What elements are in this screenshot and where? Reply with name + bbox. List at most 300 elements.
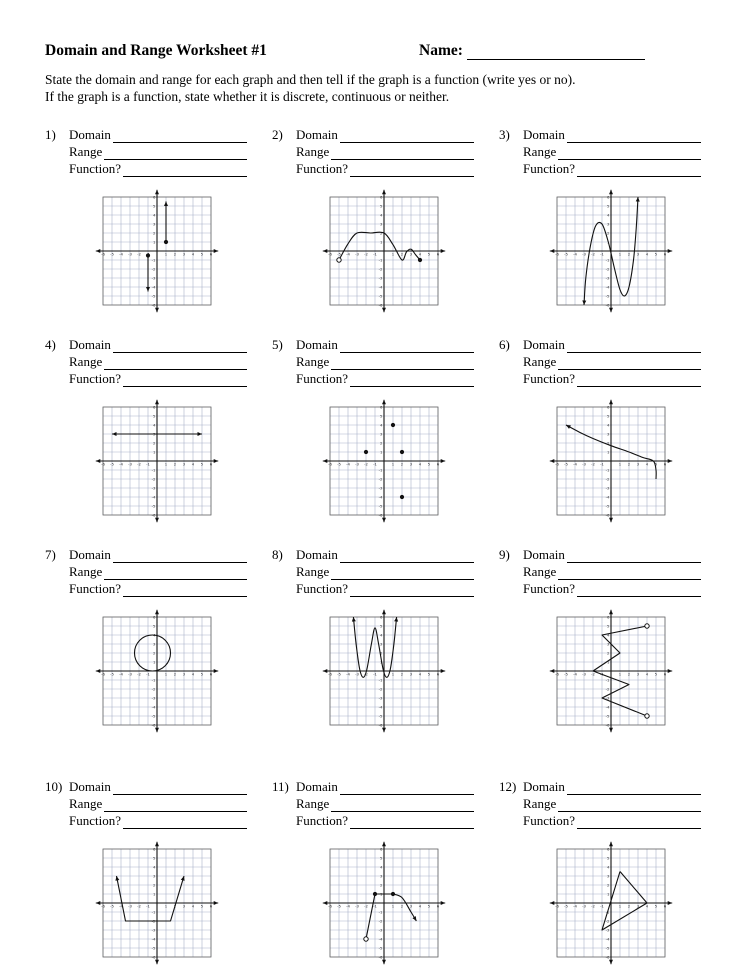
svg-text:4: 4 (645, 670, 649, 676)
svg-text:-4: -4 (346, 670, 350, 676)
problem-10 (45, 778, 269, 968)
svg-text:6: 6 (209, 460, 213, 466)
svg-text:5: 5 (200, 670, 204, 676)
svg-text:6: 6 (209, 250, 213, 256)
svg-text:-6: -6 (101, 902, 105, 908)
svg-text:5: 5 (200, 460, 204, 466)
problem-number: 1) (45, 126, 56, 142)
svg-text:4: 4 (418, 460, 422, 466)
svg-text:-1: -1 (605, 676, 610, 682)
svg-text:-2: -2 (137, 250, 141, 256)
svg-text:-6: -6 (151, 301, 156, 307)
range-blank (104, 566, 247, 580)
svg-text:1: 1 (379, 658, 383, 664)
svg-text:-6: -6 (151, 721, 156, 727)
svg-text:-5: -5 (378, 502, 383, 508)
svg-text:-6: -6 (378, 301, 383, 307)
svg-text:-3: -3 (128, 460, 132, 466)
svg-text:1: 1 (379, 448, 383, 454)
svg-text:4: 4 (606, 211, 610, 217)
svg-text:-3: -3 (355, 460, 359, 466)
function-label: Function? (523, 812, 575, 828)
function-label: Function? (296, 812, 348, 828)
svg-text:5: 5 (606, 622, 610, 628)
domain-label: Domain (296, 546, 338, 562)
graph-10 (88, 838, 226, 968)
name-blank (467, 44, 645, 60)
svg-text:3: 3 (409, 250, 413, 256)
svg-text:2: 2 (400, 250, 404, 256)
svg-text:-5: -5 (337, 250, 341, 256)
svg-text:6: 6 (606, 613, 610, 619)
svg-text:-3: -3 (151, 274, 156, 280)
svg-text:2: 2 (400, 902, 404, 908)
svg-text:-1: -1 (146, 670, 150, 676)
svg-text:5: 5 (427, 250, 431, 256)
svg-text:5: 5 (427, 670, 431, 676)
svg-text:-2: -2 (605, 917, 610, 923)
svg-text:-6: -6 (555, 670, 559, 676)
svg-text:-6: -6 (555, 902, 559, 908)
problem-12 (499, 778, 723, 968)
svg-text:-2: -2 (364, 670, 368, 676)
svg-text:-5: -5 (110, 670, 114, 676)
svg-text:6: 6 (606, 403, 610, 409)
svg-text:4: 4 (152, 421, 156, 427)
svg-text:2: 2 (152, 439, 156, 445)
svg-text:1: 1 (152, 658, 156, 664)
svg-text:-6: -6 (328, 670, 332, 676)
svg-text:-2: -2 (151, 265, 156, 271)
svg-text:-5: -5 (151, 944, 156, 950)
svg-text:1: 1 (618, 250, 622, 256)
svg-text:-4: -4 (573, 670, 577, 676)
svg-text:-4: -4 (119, 670, 123, 676)
svg-text:6: 6 (606, 193, 610, 199)
svg-text:5: 5 (654, 460, 658, 466)
svg-text:-1: -1 (600, 902, 604, 908)
svg-text:4: 4 (379, 421, 383, 427)
page-title: Domain and Range Worksheet #1 (45, 42, 267, 59)
svg-text:6: 6 (606, 845, 610, 851)
svg-text:-3: -3 (151, 484, 156, 490)
svg-text:5: 5 (152, 622, 156, 628)
function-blank (350, 373, 474, 387)
svg-text:2: 2 (606, 439, 610, 445)
svg-text:-3: -3 (605, 926, 610, 932)
svg-text:-6: -6 (605, 301, 610, 307)
svg-text:2: 2 (627, 250, 631, 256)
svg-text:2: 2 (627, 460, 631, 466)
svg-text:3: 3 (636, 250, 640, 256)
instructions-line1: State the domain and range for each graph and then tell if the graph is a function (write yes or no). (45, 72, 576, 87)
svg-text:-4: -4 (119, 250, 123, 256)
svg-text:-1: -1 (600, 460, 604, 466)
svg-text:5: 5 (200, 902, 204, 908)
function-blank (123, 163, 247, 177)
svg-text:-3: -3 (605, 694, 610, 700)
problem-5 (272, 336, 496, 526)
svg-text:-5: -5 (378, 712, 383, 718)
svg-text:2: 2 (152, 649, 156, 655)
function-blank (577, 583, 701, 597)
problem-3 (499, 126, 723, 316)
svg-text:3: 3 (152, 220, 156, 226)
svg-text:6: 6 (379, 193, 383, 199)
range-blank (104, 146, 247, 160)
range-blank (331, 146, 474, 160)
domain-blank (567, 129, 701, 143)
svg-text:-1: -1 (151, 466, 156, 472)
svg-text:1: 1 (164, 250, 168, 256)
svg-text:4: 4 (606, 863, 610, 869)
svg-text:6: 6 (152, 403, 156, 409)
svg-text:4: 4 (152, 863, 156, 869)
svg-text:3: 3 (379, 430, 383, 436)
svg-text:-3: -3 (151, 926, 156, 932)
domain-label: Domain (69, 778, 111, 794)
svg-text:-3: -3 (128, 902, 132, 908)
domain-blank (340, 129, 474, 143)
svg-text:1: 1 (618, 902, 622, 908)
svg-text:-4: -4 (346, 902, 350, 908)
svg-text:-3: -3 (378, 484, 383, 490)
graph-5 (315, 396, 453, 526)
problem-7 (45, 546, 269, 736)
svg-text:-2: -2 (151, 475, 156, 481)
svg-text:-1: -1 (151, 908, 156, 914)
svg-text:5: 5 (654, 250, 658, 256)
svg-text:-4: -4 (378, 493, 383, 499)
svg-text:-2: -2 (591, 460, 595, 466)
svg-text:1: 1 (391, 902, 395, 908)
svg-text:-1: -1 (605, 908, 610, 914)
svg-text:-2: -2 (605, 685, 610, 691)
svg-text:4: 4 (191, 250, 195, 256)
svg-text:4: 4 (645, 250, 649, 256)
svg-text:3: 3 (606, 220, 610, 226)
svg-text:2: 2 (379, 881, 383, 887)
svg-text:-4: -4 (346, 250, 350, 256)
svg-text:6: 6 (209, 902, 213, 908)
svg-text:-6: -6 (151, 511, 156, 517)
svg-text:2: 2 (400, 670, 404, 676)
problem-11 (272, 778, 496, 968)
svg-text:4: 4 (191, 670, 195, 676)
svg-text:-4: -4 (151, 935, 156, 941)
svg-text:5: 5 (427, 902, 431, 908)
domain-label: Domain (296, 126, 338, 142)
svg-text:1: 1 (606, 658, 610, 664)
svg-text:1: 1 (379, 890, 383, 896)
svg-text:2: 2 (400, 460, 404, 466)
svg-text:3: 3 (379, 872, 383, 878)
svg-text:3: 3 (606, 640, 610, 646)
function-blank (577, 163, 701, 177)
range-label: Range (523, 563, 557, 579)
svg-text:3: 3 (636, 460, 640, 466)
range-label: Range (296, 563, 330, 579)
svg-text:3: 3 (606, 430, 610, 436)
svg-text:-5: -5 (337, 460, 341, 466)
svg-text:-2: -2 (378, 265, 383, 271)
problem-4 (45, 336, 269, 526)
svg-text:-4: -4 (378, 703, 383, 709)
domain-label: Domain (69, 546, 111, 562)
svg-text:6: 6 (663, 670, 667, 676)
svg-text:4: 4 (191, 460, 195, 466)
svg-text:4: 4 (379, 863, 383, 869)
graph-12 (542, 838, 680, 968)
problem-6 (499, 336, 723, 526)
svg-text:2: 2 (173, 250, 177, 256)
svg-text:-3: -3 (128, 250, 132, 256)
svg-text:3: 3 (409, 460, 413, 466)
svg-text:3: 3 (636, 670, 640, 676)
svg-text:2: 2 (627, 670, 631, 676)
svg-text:-5: -5 (564, 902, 568, 908)
svg-text:-4: -4 (605, 935, 610, 941)
svg-text:-5: -5 (605, 944, 610, 950)
range-label: Range (296, 795, 330, 811)
svg-text:1: 1 (391, 460, 395, 466)
svg-text:1: 1 (164, 460, 168, 466)
svg-text:-1: -1 (605, 256, 610, 262)
svg-text:1: 1 (618, 670, 622, 676)
svg-text:-4: -4 (573, 460, 577, 466)
svg-text:2: 2 (606, 881, 610, 887)
range-label: Range (523, 143, 557, 159)
domain-blank (567, 781, 701, 795)
svg-text:-1: -1 (146, 460, 150, 466)
svg-text:-2: -2 (364, 250, 368, 256)
function-label: Function? (523, 580, 575, 596)
domain-blank (113, 781, 247, 795)
range-label: Range (69, 563, 103, 579)
svg-text:6: 6 (152, 845, 156, 851)
svg-text:1: 1 (618, 460, 622, 466)
svg-text:-5: -5 (151, 712, 156, 718)
svg-text:-2: -2 (591, 670, 595, 676)
svg-text:-1: -1 (378, 908, 383, 914)
range-label: Range (69, 143, 103, 159)
range-label: Range (69, 353, 103, 369)
svg-text:-3: -3 (378, 694, 383, 700)
svg-text:-3: -3 (355, 670, 359, 676)
svg-text:-5: -5 (605, 292, 610, 298)
problem-1 (45, 126, 269, 316)
svg-text:-3: -3 (378, 274, 383, 280)
svg-text:-6: -6 (605, 511, 610, 517)
svg-text:3: 3 (409, 670, 413, 676)
svg-text:-4: -4 (119, 460, 123, 466)
problem-number: 6) (499, 336, 510, 352)
svg-text:3: 3 (182, 670, 186, 676)
svg-text:3: 3 (606, 872, 610, 878)
svg-text:3: 3 (182, 250, 186, 256)
svg-text:6: 6 (663, 902, 667, 908)
svg-text:2: 2 (379, 229, 383, 235)
range-label: Range (523, 795, 557, 811)
svg-text:-2: -2 (378, 685, 383, 691)
range-blank (558, 798, 701, 812)
svg-text:5: 5 (379, 202, 383, 208)
svg-text:5: 5 (654, 902, 658, 908)
svg-text:1: 1 (164, 902, 168, 908)
function-blank (123, 373, 247, 387)
function-blank (350, 815, 474, 829)
function-blank (577, 815, 701, 829)
graph-9 (542, 606, 680, 736)
domain-label: Domain (523, 126, 565, 142)
svg-text:4: 4 (379, 211, 383, 217)
svg-text:-2: -2 (137, 670, 141, 676)
svg-text:-1: -1 (605, 466, 610, 472)
svg-text:4: 4 (379, 631, 383, 637)
svg-text:6: 6 (436, 250, 440, 256)
graph-2 (315, 186, 453, 316)
svg-text:5: 5 (606, 412, 610, 418)
problem-8 (272, 546, 496, 736)
graph-3 (542, 186, 680, 316)
svg-text:-2: -2 (364, 902, 368, 908)
svg-text:6: 6 (379, 613, 383, 619)
svg-text:-3: -3 (582, 250, 586, 256)
name-block (419, 42, 719, 60)
svg-text:-5: -5 (605, 502, 610, 508)
svg-text:-3: -3 (151, 694, 156, 700)
problem-2 (272, 126, 496, 316)
svg-text:1: 1 (152, 890, 156, 896)
svg-text:-5: -5 (151, 502, 156, 508)
domain-label: Domain (296, 778, 338, 794)
svg-text:5: 5 (606, 202, 610, 208)
svg-text:-2: -2 (605, 475, 610, 481)
problem-number: 4) (45, 336, 56, 352)
range-blank (558, 356, 701, 370)
function-label: Function? (69, 812, 121, 828)
instructions (45, 71, 719, 106)
svg-text:2: 2 (606, 649, 610, 655)
svg-text:-1: -1 (373, 250, 377, 256)
svg-text:-6: -6 (151, 953, 156, 959)
svg-text:5: 5 (427, 460, 431, 466)
svg-text:-2: -2 (605, 265, 610, 271)
svg-text:1: 1 (152, 238, 156, 244)
svg-text:2: 2 (606, 229, 610, 235)
svg-text:-1: -1 (378, 676, 383, 682)
svg-text:1: 1 (606, 448, 610, 454)
range-blank (104, 356, 247, 370)
problem-number: 10) (45, 778, 63, 794)
svg-text:4: 4 (606, 421, 610, 427)
range-blank (558, 566, 701, 580)
svg-text:1: 1 (391, 670, 395, 676)
range-label: Range (523, 353, 557, 369)
svg-text:-6: -6 (328, 460, 332, 466)
domain-blank (567, 339, 701, 353)
svg-text:-3: -3 (582, 670, 586, 676)
svg-text:3: 3 (182, 902, 186, 908)
svg-text:-4: -4 (378, 283, 383, 289)
svg-text:5: 5 (379, 412, 383, 418)
svg-text:-4: -4 (605, 493, 610, 499)
svg-text:-6: -6 (555, 460, 559, 466)
svg-text:-4: -4 (119, 902, 123, 908)
svg-text:-2: -2 (137, 460, 141, 466)
svg-text:-2: -2 (151, 917, 156, 923)
svg-text:-3: -3 (355, 902, 359, 908)
function-label: Function? (523, 370, 575, 386)
svg-text:-1: -1 (151, 676, 156, 682)
svg-text:-1: -1 (600, 670, 604, 676)
svg-text:-5: -5 (110, 460, 114, 466)
svg-text:5: 5 (379, 854, 383, 860)
problem-number: 5) (272, 336, 283, 352)
svg-text:-5: -5 (151, 292, 156, 298)
header (45, 42, 719, 60)
svg-text:-4: -4 (605, 703, 610, 709)
domain-blank (340, 339, 474, 353)
range-blank (558, 146, 701, 160)
svg-text:-3: -3 (128, 670, 132, 676)
function-label: Function? (523, 160, 575, 176)
svg-text:6: 6 (152, 193, 156, 199)
domain-label: Domain (523, 546, 565, 562)
problem-number: 8) (272, 546, 283, 562)
svg-text:2: 2 (173, 460, 177, 466)
problem-9 (499, 546, 723, 736)
svg-text:-5: -5 (378, 292, 383, 298)
svg-text:5: 5 (606, 854, 610, 860)
svg-text:-1: -1 (600, 250, 604, 256)
svg-text:-5: -5 (605, 712, 610, 718)
svg-text:-1: -1 (378, 466, 383, 472)
problem-number: 12) (499, 778, 517, 794)
domain-blank (340, 549, 474, 563)
svg-text:-6: -6 (101, 460, 105, 466)
svg-text:2: 2 (152, 881, 156, 887)
svg-text:-4: -4 (605, 283, 610, 289)
svg-text:3: 3 (152, 640, 156, 646)
graph-6 (542, 396, 680, 526)
svg-text:4: 4 (645, 902, 649, 908)
svg-text:1: 1 (606, 890, 610, 896)
svg-text:-4: -4 (573, 250, 577, 256)
function-label: Function? (69, 580, 121, 596)
svg-text:-1: -1 (373, 670, 377, 676)
svg-text:-2: -2 (364, 460, 368, 466)
function-blank (350, 583, 474, 597)
svg-text:2: 2 (627, 902, 631, 908)
function-label: Function? (69, 370, 121, 386)
svg-text:4: 4 (418, 250, 422, 256)
svg-text:2: 2 (152, 229, 156, 235)
problem-number: 3) (499, 126, 510, 142)
svg-text:1: 1 (391, 250, 395, 256)
svg-text:2: 2 (173, 670, 177, 676)
svg-text:-3: -3 (582, 902, 586, 908)
instructions-line2: If the graph is a function, state whether it is discrete, continuous or neither. (45, 89, 450, 105)
svg-text:-6: -6 (101, 670, 105, 676)
svg-text:-6: -6 (328, 902, 332, 908)
svg-text:-5: -5 (564, 460, 568, 466)
svg-text:1: 1 (606, 238, 610, 244)
svg-text:6: 6 (379, 403, 383, 409)
function-label: Function? (296, 160, 348, 176)
name-label: Name: (419, 42, 463, 59)
svg-text:-4: -4 (151, 283, 156, 289)
